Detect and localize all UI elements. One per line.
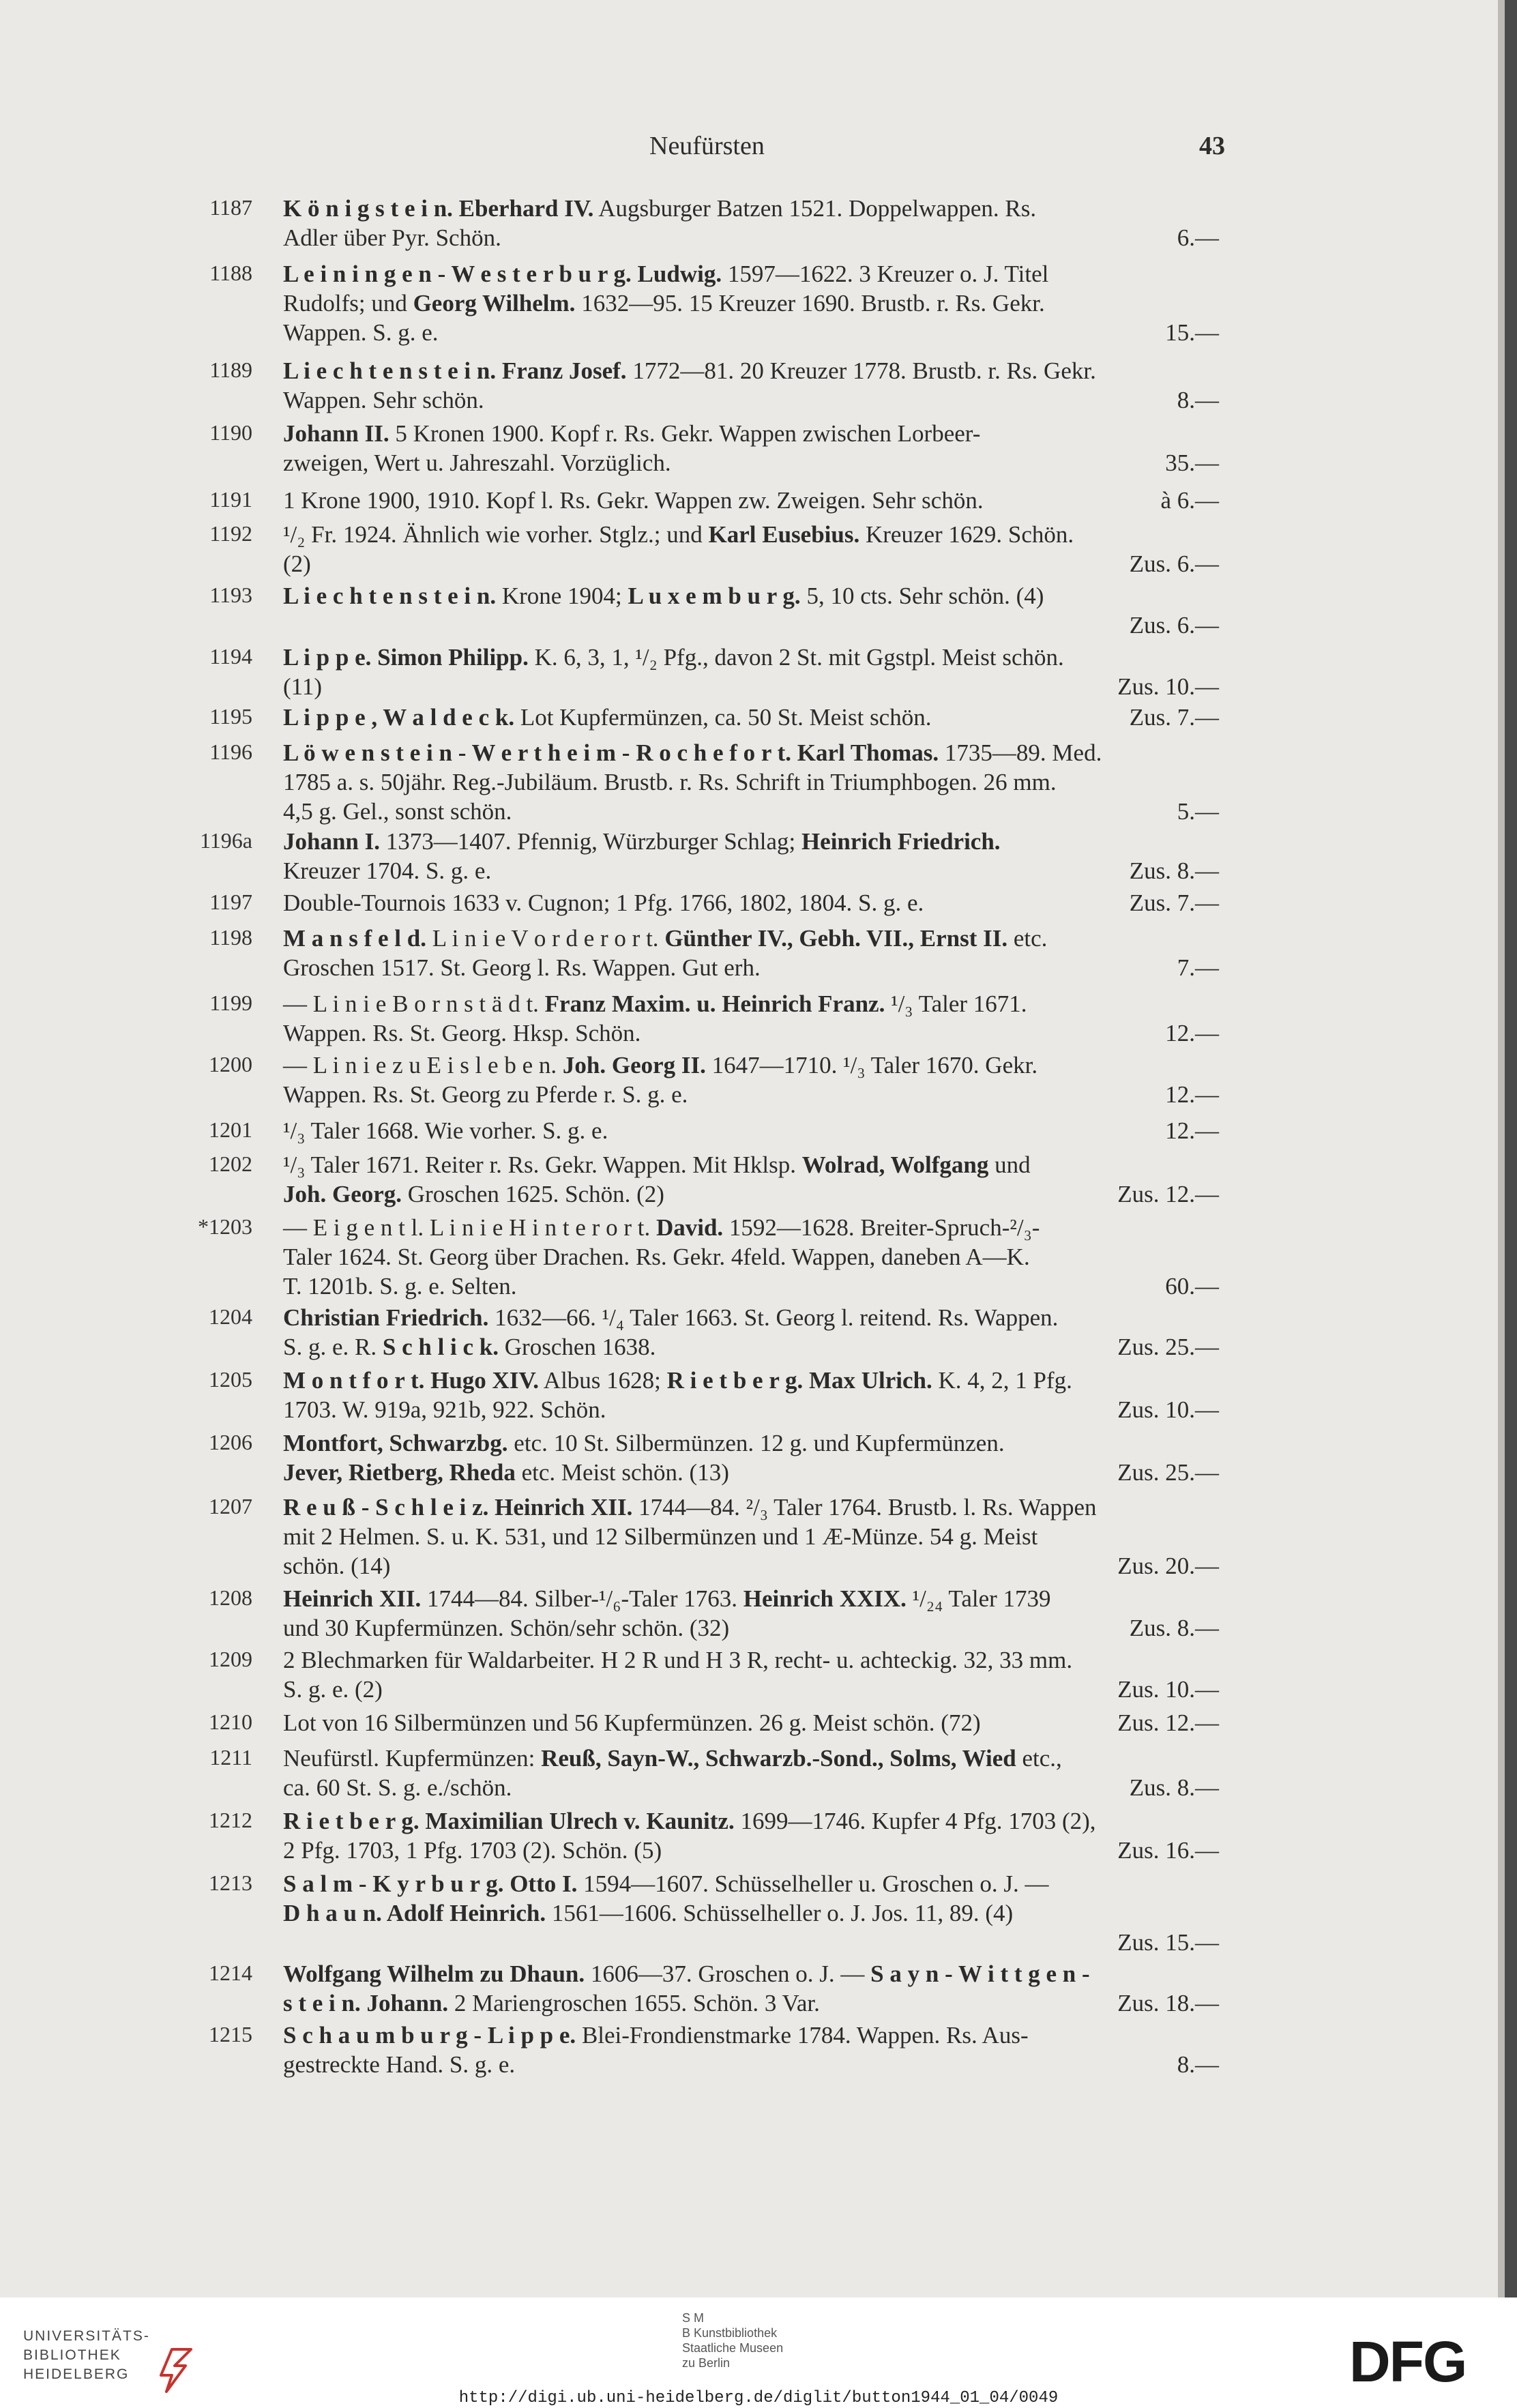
entry-number: 1206 [209, 1430, 252, 1454]
entry-line [283, 1744, 1219, 1773]
entry-text: L i p p e , W a l d e c k. Lot Kupfermünzen, ca. 50 St. Meist schön. [283, 704, 932, 731]
entry-number: 1196 [209, 739, 252, 764]
entry-bold-text: L i e c h t e n s t e i n. Franz Josef. [283, 357, 627, 384]
entry-price: 8.— [1177, 2051, 1219, 2078]
entry-line [283, 611, 1219, 640]
entry-text: S. g. e. R. S c h l i c k. Groschen 1638. [283, 1334, 656, 1360]
entry-line [283, 520, 1219, 549]
entry-text: und 30 Kupfermünzen. Schön/sehr schön. (32) [283, 1615, 730, 1641]
entry-line [283, 356, 1219, 385]
entry-line [283, 1806, 1219, 1836]
entry-line [283, 289, 1219, 318]
entry-bold-text: Wolfgang Wilhelm zu Dhaun. [283, 1961, 585, 1987]
entry-line [283, 888, 1219, 917]
entry-line [283, 1080, 1219, 1109]
entry-price: Zus. 8.— [1129, 1615, 1219, 1641]
entry-text: 1 Krone 1900, 1910. Kopf l. Rs. Gekr. Wappen zw. Zweigen. Sehr schön. [283, 487, 984, 514]
entry-price: 7.— [1177, 954, 1219, 981]
page-number: 43 [1199, 132, 1225, 160]
entry-text: — E i g e n t l. L i n i e H i n t e r o r t. David. 1592—1628. Breiter-Spruch-²/₃- [283, 1214, 1040, 1241]
entry-bold-text: David. [656, 1214, 724, 1241]
entry-bold-text: Jever, Rietberg, Rheda [283, 1459, 516, 1486]
entry-text: R e u ß - S c h l e i z. Heinrich XII. 1744—84. ²/₃ Taler 1764. Brustb. l. Rs. Wappen [283, 1494, 1097, 1521]
entry-bold-text: Joh. Georg. [283, 1181, 402, 1207]
entry-line [283, 1522, 1219, 1551]
entry-text: S. g. e. (2) [283, 1676, 383, 1703]
entry-line [283, 1708, 1219, 1737]
entry-text: — L i n i e z u E i s l e b e n. Joh. Georg II. 1647—1710. ¹/₃ Taler 1670. Gekr. [283, 1052, 1038, 1078]
entry-line [283, 1458, 1219, 1487]
entry-line [283, 1395, 1219, 1424]
entry-text: Johann I. 1373—1407. Pfennig, Würzburger Schlag; Heinrich Friedrich. [283, 828, 1001, 855]
entry-text: L i e c h t e n s t e i n. Krone 1904; L u x e m b u r g. 5, 10 cts. Sehr schön. (4) [283, 583, 1044, 609]
entry-line [283, 1988, 1219, 2018]
entry-line [283, 385, 1219, 415]
entry-text: ca. 60 St. S. g. e./schön. [283, 1774, 512, 1801]
entry-line [283, 1613, 1219, 1643]
entry-bold-text: S c h l i c k. [382, 1334, 499, 1360]
entry-text: Double-Tournois 1633 v. Cugnon; 1 Pfg. 1766, 1802, 1804. S. g. e. [283, 890, 924, 916]
entry-line [283, 1179, 1219, 1209]
entry-number: 1205 [209, 1367, 252, 1392]
entry-bold-text: Wolrad, Wolfgang [801, 1151, 989, 1178]
entry-line [283, 1051, 1219, 1080]
running-title: Neufürsten [649, 132, 765, 160]
entry-text: D h a u n. Adolf Heinrich. 1561—1606. Schüsselheller o. J. Jos. 11, 89. (4) [283, 1900, 1014, 1926]
entry-bold-text: Günther IV., Gebh. VII., Ernst II. [664, 925, 1008, 952]
entry-price: 60.— [1165, 1273, 1219, 1300]
entry-bold-text: L i p p e , W a l d e c k. [283, 704, 515, 731]
entry-number: 1210 [209, 1709, 252, 1734]
entry-number: 1200 [209, 1052, 252, 1076]
entry-bold-text: Heinrich Friedrich. [801, 828, 1001, 855]
entry-text: ¹/₃ Taler 1671. Reiter r. Rs. Gekr. Wappen. Mit Hklsp. Wolrad, Wolfgang und [283, 1151, 1031, 1178]
entry-line [283, 1928, 1219, 1957]
entry-price: Zus. 7.— [1129, 704, 1219, 731]
entry-number: 1196a [199, 828, 252, 853]
entry-bold-text: Karl Eusebius. [708, 521, 860, 548]
entry-price: Zus. 6.— [1129, 612, 1219, 638]
entry-text: Lot von 16 Silbermünzen und 56 Kupfermünzen. 26 g. Meist schön. (72) [283, 1709, 981, 1736]
entry-text: 1785 a. s. 50jähr. Reg.-Jubiläum. Brustb. r. Rs. Schrift in Triumphbogen. 26 mm. [283, 769, 1057, 795]
entry-text: Neufürstl. Kupfermünzen: Reuß, Sayn-W., Schwarzb.-Sond., Solms, Wied etc., [283, 1745, 1062, 1772]
entry-text: L i e c h t e n s t e i n. Franz Josef. 1772—81. 20 Kreuzer 1778. Brustb. r. Rs. Gekr. [283, 357, 1096, 384]
entry-text: 2 Blechmarken für Waldarbeiter. H 2 R und H 3 R, recht- u. achteckig. 32, 33 mm. [283, 1647, 1073, 1673]
entry-price: à 6.— [1160, 487, 1219, 514]
entry-price: Zus. 12.— [1117, 1181, 1219, 1207]
entry-line [283, 1773, 1219, 1802]
entry-text: Heinrich XII. 1744—84. Silber-¹/₆-Taler 1763. Heinrich XXIX. ¹/₂₄ Taler 1739 [283, 1585, 1051, 1612]
entry-text: (11) [283, 673, 323, 700]
entry-line [283, 643, 1219, 672]
entry-text: K ö n i g s t e i n. Eberhard IV. Augsburger Batzen 1521. Doppelwappen. Rs. [283, 195, 1037, 222]
entry-bold-text: Joh. Georg II. [562, 1052, 706, 1078]
entry-number: 1201 [209, 1117, 252, 1142]
entry-line [283, 1303, 1219, 1332]
entry-line [283, 1332, 1219, 1362]
entry-number: 1199 [209, 990, 252, 1015]
entry-price: 12.— [1165, 1081, 1219, 1108]
entry-number: 1204 [209, 1304, 252, 1329]
entry-bold-text: S a y n - W i t t g e n - [870, 1961, 1090, 1987]
credit-line-1: S M [682, 2311, 705, 2325]
entry-line [283, 738, 1219, 767]
entry-price: 6.— [1177, 224, 1219, 251]
entry-bold-text: L e i n i n g e n - W e s t e r b u r g. Ludwig. [283, 261, 722, 287]
entry-number: 1192 [209, 521, 252, 546]
entry-text: Wappen. S. g. e. [283, 319, 439, 346]
entry-line [283, 2050, 1219, 2079]
entry-text: T. 1201b. S. g. e. Selten. [283, 1273, 517, 1300]
entry-line [283, 1836, 1219, 1865]
entry-bold-text: M o n t f o r t. Hugo XIV. [283, 1367, 539, 1394]
entry-bold-text: Johann II. [283, 420, 389, 447]
entry-text: Montfort, Schwarzbg. etc. 10 St. Silbermünzen. 12 g. und Kupfermünzen. [283, 1430, 1005, 1456]
entry-line [283, 797, 1219, 826]
entry-bold-text: R i e t b e r g. Maximilian Ulrech v. Kaunitz. [283, 1808, 735, 1834]
entry-number: 1198 [209, 925, 252, 950]
entry-line [283, 672, 1219, 701]
university-library-logo[interactable] [23, 2328, 180, 2396]
entry-text: Taler 1624. St. Georg über Drachen. Rs. Gekr. 4feld. Wappen, daneben A—K. [283, 1244, 1030, 1270]
credit-line-2: B Kunstbibliothek [682, 2326, 778, 2340]
entry-text: ¹/₃ Taler 1668. Wie vorher. S. g. e. [283, 1117, 608, 1144]
entry-line [283, 703, 1219, 732]
entry-line [283, 924, 1219, 953]
entry-text: L e i n i n g e n - W e s t e r b u r g. Ludwig. 1597—1622. 3 Kreuzer o. J. Titel [283, 261, 1049, 287]
entry-number: 1195 [209, 704, 252, 729]
entry-number: 1211 [209, 1745, 252, 1770]
entry-text: 2 Pfg. 1703, 1 Pfg. 1703 (2). Schön. (5) [283, 1837, 662, 1864]
entry-line [283, 953, 1219, 982]
entry-number: 1190 [209, 420, 252, 445]
entry-bold-text: Franz Maxim. u. Heinrich Franz. [544, 990, 885, 1017]
entry-text: S c h a u m b u r g - L i p p e. Blei-Frondienstmarke 1784. Wappen. Rs. Aus- [283, 2022, 1029, 2049]
entry-line [283, 549, 1219, 578]
entry-number: 1208 [209, 1585, 252, 1610]
entry-line [283, 1675, 1219, 1704]
entry-price: 35.— [1165, 450, 1219, 476]
entry-line [283, 194, 1219, 223]
entry-text: gestreckte Hand. S. g. e. [283, 2051, 516, 2078]
entry-bold-text: L u x e m b u r g. [628, 583, 801, 609]
entry-text: s t e i n. Johann. 2 Mariengroschen 1655. Schön. 3 Var. [283, 1990, 820, 2016]
entry-number: 1193 [209, 583, 252, 607]
entry-line [283, 223, 1219, 252]
entry-line [283, 1272, 1219, 1301]
credit-line-3: Staatliche Museen [682, 2341, 784, 2355]
library-mark-icon [151, 2345, 196, 2396]
footer [0, 2297, 1517, 2408]
entry-price: 12.— [1165, 1117, 1219, 1144]
entry-bold-text: R i e t b e r g. Max Ulrich. [666, 1367, 932, 1394]
entry-text: zweigen, Wert u. Jahreszahl. Vorzüglich. [283, 450, 671, 476]
entry-number: 1197 [209, 890, 252, 914]
entry-line [283, 1116, 1219, 1145]
entry-line [283, 259, 1219, 289]
entry-bold-text: Georg Wilhelm. [413, 290, 576, 317]
entry-text: ¹/₂ Fr. 1924. Ähnlich wie vorher. Stglz.; und Karl Eusebius. Kreuzer 1629. Schön. [283, 521, 1074, 548]
entry-text: M a n s f e l d. L i n i e V o r d e r o r t. Günther IV., Gebh. VII., Ernst II. etc. [283, 925, 1048, 952]
entry-price: Zus. 12.— [1117, 1709, 1219, 1736]
entry-text: R i e t b e r g. Maximilian Ulrech v. Kaunitz. 1699—1746. Kupfer 4 Pfg. 1703 (2), [283, 1808, 1096, 1834]
entry-price: Zus. 18.— [1117, 1990, 1219, 2016]
entry-text: S a l m - K y r b u r g. Otto I. 1594—1607. Schüsselheller u. Groschen o. J. — [283, 1870, 1049, 1897]
entry-line [283, 827, 1219, 856]
entry-line [283, 1018, 1219, 1048]
entry-line [283, 448, 1219, 478]
entry-price: 8.— [1177, 387, 1219, 413]
entry-line [283, 1428, 1219, 1458]
entry-line [283, 486, 1219, 515]
university-line-1: UNIVERSITÄTS- [23, 2328, 150, 2344]
entry-line [283, 989, 1219, 1018]
entry-text: 4,5 g. Gel., sonst schön. [283, 798, 512, 825]
entry-text: Christian Friedrich. 1632—66. ¹/₄ Taler 1663. St. Georg l. reitend. Rs. Wappen. [283, 1304, 1059, 1331]
entry-bold-text: Reuß, Sayn-W., Schwarzb.-Sond., Solms, Wied [541, 1745, 1016, 1772]
entry-line [283, 1150, 1219, 1179]
entry-text: L ö w e n s t e i n - W e r t h e i m - R o c h e f o r t. Karl Thomas. 1735—89. Med. [283, 739, 1102, 766]
entry-price: Zus. 8.— [1129, 857, 1219, 884]
entry-text: L i p p e. Simon Philipp. K. 6, 3, 1, ¹/₂ Pfg., davon 2 St. mit Ggstpl. Meist schön. [283, 644, 1064, 671]
dfg-logo[interactable]: DFG [1349, 2330, 1467, 2394]
entry-text: Wolfgang Wilhelm zu Dhaun. 1606—37. Groschen o. J. — S a y n - W i t t g e n - [283, 1961, 1090, 1987]
entry-price: Zus. 10.— [1117, 673, 1219, 700]
entry-text: Johann II. 5 Kronen 1900. Kopf r. Rs. Gekr. Wappen zwischen Lorbeer- [283, 420, 981, 447]
entry-bold-text: R e u ß - S c h l e i z. Heinrich XII. [283, 1494, 633, 1521]
entry-line [283, 1493, 1219, 1522]
entry-text: Adler über Pyr. Schön. [283, 224, 501, 251]
entry-price: 12.— [1165, 1020, 1219, 1046]
entry-price: Zus. 25.— [1117, 1459, 1219, 1486]
entry-number: 1213 [209, 1870, 252, 1895]
entry-bold-text: L ö w e n s t e i n - W e r t h e i m - R o c h e f o r t. Karl Thomas. [283, 739, 939, 766]
entry-line [283, 1898, 1219, 1928]
entry-price: Zus. 15.— [1117, 1929, 1219, 1956]
university-line-2: BIBLIOTHEK [23, 2347, 121, 2363]
entry-number: *1203 [198, 1214, 252, 1239]
entry-price: Zus. 16.— [1117, 1837, 1219, 1864]
university-line-3: HEIDELBERG [23, 2366, 130, 2382]
entry-text: mit 2 Helmen. S. u. K. 531, und 12 Silbermünzen und 1 Æ-Münze. 54 g. Meist [283, 1523, 1038, 1550]
entry-bold-text: Johann I. [283, 828, 381, 855]
entry-line [283, 1584, 1219, 1613]
entry-bold-text: s t e i n. Johann. [283, 1990, 449, 2016]
entry-number: 1188 [209, 261, 252, 285]
entry-number: 1191 [209, 487, 252, 512]
entry-text: Jever, Rietberg, Rheda etc. Meist schön. (13) [283, 1459, 729, 1486]
entry-number: 1212 [209, 1808, 252, 1832]
entry-line [283, 581, 1219, 611]
entry-bold-text: L i e c h t e n s t e i n. [283, 583, 497, 609]
entry-text: schön. (14) [283, 1553, 391, 1579]
entry-number: 1209 [209, 1647, 252, 1671]
entry-line [283, 1869, 1219, 1898]
entry-price: Zus. 7.— [1129, 890, 1219, 916]
entry-number: 1189 [209, 357, 252, 382]
entry-bold-text: S a l m - K y r b u r g. Otto I. [283, 1870, 578, 1897]
entry-text: Wappen. Rs. St. Georg. Hksp. Schön. [283, 1020, 641, 1046]
entry-line [283, 2021, 1219, 2050]
entry-price: Zus. 10.— [1117, 1396, 1219, 1423]
entry-bold-text: Christian Friedrich. [283, 1304, 489, 1331]
entry-text: Wappen. Sehr schön. [283, 387, 484, 413]
entry-number: 1194 [209, 644, 252, 669]
credit-line-4: zu Berlin [682, 2356, 731, 2370]
entry-price: 5.— [1177, 798, 1219, 825]
entry-price: Zus. 10.— [1117, 1676, 1219, 1703]
entry-line [283, 767, 1219, 797]
entry-price: Zus. 20.— [1117, 1553, 1219, 1579]
entry-bold-text: K ö n i g s t e i n. Eberhard IV. [283, 195, 594, 222]
entry-line [283, 318, 1219, 347]
entry-number: 1214 [209, 1961, 252, 1985]
entry-line [283, 1366, 1219, 1395]
entry-number: 1207 [209, 1494, 252, 1518]
entry-line [283, 1242, 1219, 1272]
page-url-link[interactable]: http://digi.ub.uni-heidelberg.de/diglit/button1944_01_04/0049 [458, 2389, 1059, 2407]
entry-line [283, 1959, 1219, 1988]
entry-line [283, 1213, 1219, 1242]
entry-price: Zus. 6.— [1129, 550, 1219, 577]
entry-bold-text: Montfort, Schwarzbg. [283, 1430, 508, 1456]
entry-price: Zus. 8.— [1129, 1774, 1219, 1801]
entry-text: Groschen 1517. St. Georg l. Rs. Wappen. Gut erh. [283, 954, 761, 981]
entry-bold-text: Heinrich XII. [283, 1585, 422, 1612]
entry-bold-text: D h a u n. Adolf Heinrich. [283, 1900, 546, 1926]
entry-price: 15.— [1165, 319, 1219, 346]
entry-line [283, 419, 1219, 448]
entry-price: Zus. 25.— [1117, 1334, 1219, 1360]
entry-line [283, 1645, 1219, 1675]
entry-text: (2) [283, 550, 311, 577]
entry-bold-text: Heinrich XXIX. [743, 1585, 907, 1612]
entry-text: 1703. W. 919a, 921b, 922. Schön. [283, 1396, 606, 1423]
entry-bold-text: M a n s f e l d. [283, 925, 426, 952]
entry-bold-text: L i p p e. Simon Philipp. [283, 644, 529, 671]
entry-text: — L i n i e B o r n s t ä d t. Franz Maxim. u. Heinrich Franz. ¹/₃ Taler 1671. [283, 990, 1027, 1017]
entry-text: Kreuzer 1704. S. g. e. [283, 857, 492, 884]
entry-bold-text: S c h a u m b u r g - L i p p e. [283, 2022, 576, 2049]
entry-number: 1187 [209, 195, 252, 220]
entry-number: 1215 [209, 2022, 252, 2046]
entry-line [283, 1551, 1219, 1581]
entry-text: Rudolfs; und Georg Wilhelm. 1632—95. 15 Kreuzer 1690. Brustb. r. Rs. Gekr. [283, 290, 1045, 317]
entry-text: Wappen. Rs. St. Georg zu Pferde r. S. g. e. [283, 1081, 688, 1108]
entry-text: Joh. Georg. Groschen 1625. Schön. (2) [283, 1181, 664, 1207]
entry-number: 1202 [209, 1151, 252, 1176]
entry-line [283, 856, 1219, 885]
entry-text: M o n t f o r t. Hugo XIV. Albus 1628; R i e t b e r g. Max Ulrich. K. 4, 2, 1 Pfg. [283, 1367, 1072, 1394]
